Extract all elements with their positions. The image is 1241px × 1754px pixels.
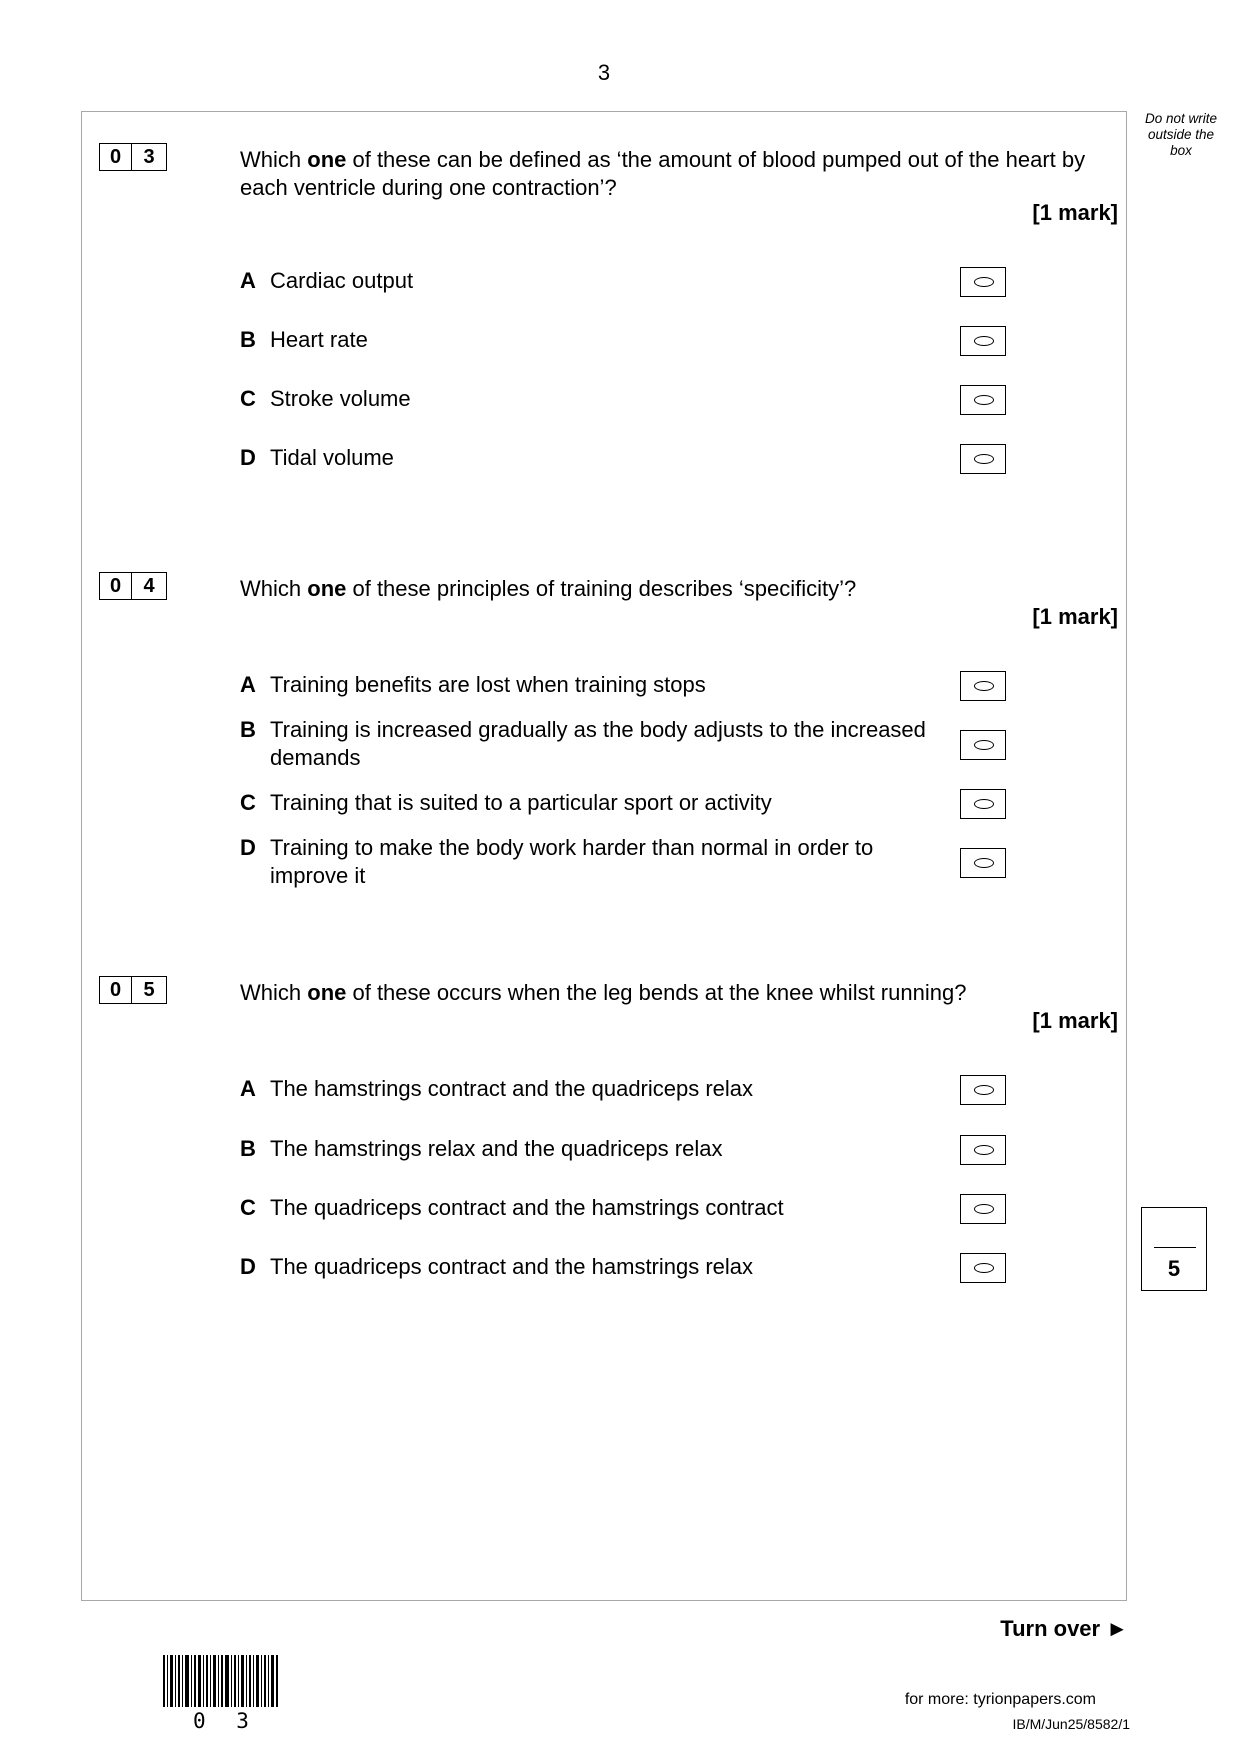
answer-bubble[interactable] bbox=[960, 671, 1006, 701]
oval-icon bbox=[974, 799, 994, 809]
question-number-digit: 3 bbox=[132, 143, 167, 171]
oval-icon bbox=[974, 681, 994, 691]
answer-bubble[interactable] bbox=[960, 789, 1006, 819]
option-text: Tidal volume bbox=[270, 445, 394, 470]
oval-icon bbox=[974, 1145, 994, 1155]
answer-bubble[interactable] bbox=[960, 326, 1006, 356]
answer-bubble[interactable] bbox=[960, 1135, 1006, 1165]
option-text: Stroke volume bbox=[270, 386, 411, 411]
option-text: Training that is suited to a particular sport or activity bbox=[270, 790, 772, 815]
oval-icon bbox=[974, 395, 994, 405]
option-text: Training benefits are lost when training stops bbox=[270, 672, 706, 697]
answer-bubble[interactable] bbox=[960, 1075, 1006, 1105]
option-letter: C bbox=[240, 386, 256, 411]
barcode-digits: 0 3 bbox=[193, 1709, 258, 1733]
question-marks: [1 mark] bbox=[1032, 604, 1118, 629]
option-letter: C bbox=[240, 1195, 256, 1220]
answer-bubble[interactable] bbox=[960, 1194, 1006, 1224]
option-row bbox=[240, 385, 940, 413]
oval-icon bbox=[974, 454, 994, 464]
question-number-box bbox=[99, 572, 167, 600]
turn-over-label: Turn over ► bbox=[1000, 1616, 1128, 1641]
score-total: 5 bbox=[1167, 1256, 1181, 1281]
answer-bubble[interactable] bbox=[960, 848, 1006, 878]
option-letter: A bbox=[240, 672, 256, 697]
question-number-digit: 5 bbox=[132, 976, 167, 1004]
option-letter: A bbox=[240, 268, 256, 293]
question-text: Which one of these principles of training describes ‘specificity’? bbox=[240, 576, 857, 601]
option-text: Cardiac output bbox=[270, 268, 414, 293]
option-row bbox=[240, 671, 940, 699]
option-text: The hamstrings contract and the quadriceps relax bbox=[270, 1076, 754, 1101]
answer-bubble[interactable] bbox=[960, 1253, 1006, 1283]
option-text: Training is increased gradually as the body adjusts to the increased demands bbox=[270, 717, 926, 770]
option-text: The quadriceps contract and the hamstrings relax bbox=[270, 1254, 754, 1279]
barcode-icon bbox=[163, 1655, 278, 1707]
option-row bbox=[240, 1075, 940, 1103]
option-letter: B bbox=[240, 327, 256, 352]
oval-icon bbox=[974, 1204, 994, 1214]
option-letter: D bbox=[240, 835, 256, 860]
score-line bbox=[1154, 1247, 1196, 1248]
question-number-digit: 0 bbox=[99, 143, 132, 171]
option-row bbox=[240, 789, 940, 817]
footer-url: for more: tyrionpapers.com bbox=[904, 1691, 1096, 1708]
answer-bubble[interactable] bbox=[960, 267, 1006, 297]
question-number-digit: 4 bbox=[132, 572, 167, 600]
option-letter: B bbox=[240, 717, 256, 742]
question-marks: [1 mark] bbox=[1032, 200, 1118, 225]
question-text: Which one of these can be defined as ‘the amount of blood pumped out of the heart by each ventricle during one contraction’? bbox=[240, 147, 1086, 200]
oval-icon bbox=[974, 858, 994, 868]
oval-icon bbox=[974, 336, 994, 346]
oval-icon bbox=[974, 740, 994, 750]
question-number-digit: 0 bbox=[99, 976, 132, 1004]
option-letter: D bbox=[240, 445, 256, 470]
answer-bubble[interactable] bbox=[960, 444, 1006, 474]
option-text: Training to make the body work harder than normal in order to improve it bbox=[270, 835, 874, 888]
option-row bbox=[240, 326, 940, 354]
option-letter: B bbox=[240, 1136, 256, 1161]
margin-note: Do not write outside the box bbox=[1144, 111, 1218, 158]
option-row bbox=[240, 716, 940, 772]
option-row bbox=[240, 1253, 940, 1281]
option-text: The hamstrings relax and the quadriceps relax bbox=[270, 1136, 723, 1161]
question-text: Which one of these occurs when the leg bends at the knee whilst running? bbox=[240, 980, 967, 1005]
option-text: Heart rate bbox=[270, 327, 368, 352]
option-row bbox=[240, 1194, 940, 1222]
footer-code: IB/M/Jun25/8582/1 bbox=[1012, 1716, 1130, 1732]
oval-icon bbox=[974, 1263, 994, 1273]
option-row bbox=[240, 834, 940, 890]
oval-icon bbox=[974, 1085, 994, 1095]
question-number-box bbox=[99, 143, 167, 171]
option-row bbox=[240, 1135, 940, 1163]
option-letter: D bbox=[240, 1254, 256, 1279]
question-number-digit: 0 bbox=[99, 572, 132, 600]
oval-icon bbox=[974, 277, 994, 287]
score-box bbox=[1141, 1207, 1207, 1291]
option-letter: C bbox=[240, 790, 256, 815]
option-letter: A bbox=[240, 1076, 256, 1101]
option-text: The quadriceps contract and the hamstrings contract bbox=[270, 1195, 784, 1220]
answer-bubble[interactable] bbox=[960, 730, 1006, 760]
option-row bbox=[240, 444, 940, 472]
question-marks: [1 mark] bbox=[1032, 1008, 1118, 1033]
question-number-box bbox=[99, 976, 167, 1004]
option-row bbox=[240, 267, 940, 295]
page-number: 3 bbox=[597, 60, 611, 85]
answer-bubble[interactable] bbox=[960, 385, 1006, 415]
